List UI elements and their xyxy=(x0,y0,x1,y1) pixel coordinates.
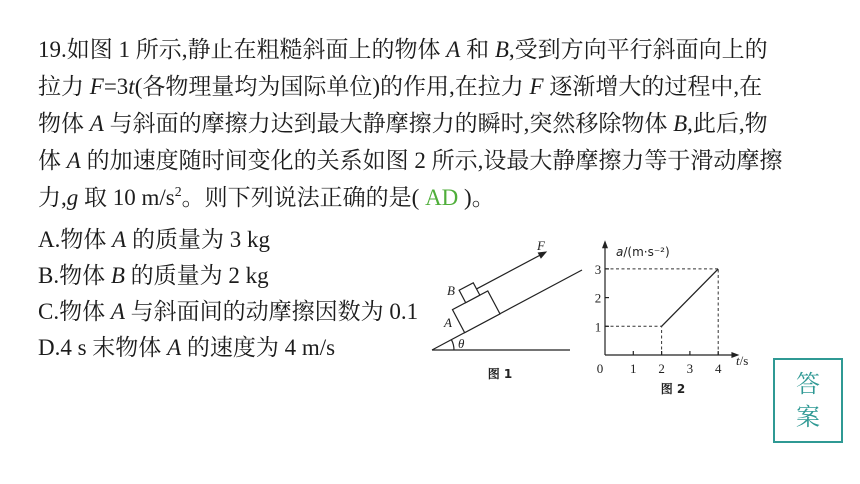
x-tick-label: 4 xyxy=(714,361,722,376)
text-segment: 和 xyxy=(460,37,495,62)
y-axis-variable: a xyxy=(616,245,624,259)
force-label: F xyxy=(537,238,545,253)
figure-1-caption: 图 1 xyxy=(487,367,513,381)
question-line-3 xyxy=(38,105,782,142)
option-suffix: 的速度为 4 m/s xyxy=(181,335,336,360)
x-axis-label xyxy=(736,353,748,368)
figure-2-chart xyxy=(595,240,740,376)
text-segment: 与斜面的摩擦力达到最大静摩擦力的瞬时,突然移除物体 xyxy=(103,111,674,136)
question-line-5 xyxy=(38,179,782,216)
text-segment: 体 xyxy=(38,148,67,173)
variable: A xyxy=(167,335,182,360)
variable: B xyxy=(110,263,125,288)
variable: A xyxy=(110,299,125,324)
option-c xyxy=(38,294,418,330)
variable: B xyxy=(494,37,509,62)
block-b-label: B xyxy=(447,283,455,298)
variable: A xyxy=(89,111,104,136)
block-a-label: A xyxy=(444,315,452,330)
option-list xyxy=(38,222,418,366)
variable: A xyxy=(66,148,81,173)
option-d xyxy=(38,330,418,366)
variable: g xyxy=(66,185,79,210)
option-a xyxy=(38,222,418,258)
text-segment: (各物理量均为国际单位)的作用,在拉力 xyxy=(134,74,530,99)
figure-2-caption: 图 2 xyxy=(660,382,686,396)
question-text xyxy=(38,31,782,216)
x-tick-label: 0 xyxy=(596,361,604,376)
answer-button-char: 案 xyxy=(796,402,820,431)
question-line-2 xyxy=(38,68,782,105)
data-line xyxy=(662,269,719,326)
angle-label: θ xyxy=(458,336,465,351)
x-axis-variable: t xyxy=(736,353,740,368)
text-segment: 拉力 xyxy=(38,74,90,99)
variable: F xyxy=(89,74,104,99)
variable: t xyxy=(128,74,135,99)
option-prefix: D.4 s 末物体 xyxy=(38,335,168,360)
text-segment: 取 10 m/s xyxy=(78,185,175,210)
answer-button-char: 答 xyxy=(796,369,820,398)
text-segment: ,受到方向平行斜面向上的 xyxy=(508,37,768,62)
x-tick-label: 1 xyxy=(630,361,637,376)
option-prefix: A.物体 xyxy=(38,227,113,252)
text-segment: )。 xyxy=(464,185,495,210)
variable: B xyxy=(673,111,688,136)
text-segment: =3 xyxy=(103,74,129,99)
blocks-group xyxy=(446,245,563,332)
text-segment: 。则下列说法正确的是( xyxy=(181,185,420,210)
figures xyxy=(420,230,760,402)
text-segment: 物体 xyxy=(38,111,90,136)
force-arrow-line xyxy=(477,252,546,289)
y-tick-label: 3 xyxy=(594,261,602,277)
superscript: 2 xyxy=(174,184,182,200)
figure-1-incline xyxy=(432,238,582,381)
variable: A xyxy=(446,37,461,62)
text-segment: 19.如图 1 所示,静止在粗糙斜面上的物体 xyxy=(38,37,447,62)
option-b xyxy=(38,258,418,294)
option-prefix: C.物体 xyxy=(38,299,111,324)
y-axis-label xyxy=(616,245,670,259)
y-axis-unit: /(m·s⁻²) xyxy=(623,245,670,259)
option-suffix: 的质量为 3 kg xyxy=(126,227,270,252)
answer-text: AD xyxy=(419,185,465,210)
variable: F xyxy=(529,74,544,99)
text-segment: ,此后,物 xyxy=(687,111,768,136)
text-segment: 力, xyxy=(38,185,67,210)
option-suffix: 的质量为 2 kg xyxy=(124,263,269,288)
show-answer-button[interactable] xyxy=(773,358,843,443)
text-segment: 的加速度随时间变化的关系如图 2 所示,设最大静摩擦力等于滑动摩擦 xyxy=(80,148,783,173)
option-prefix: B.物体 xyxy=(38,263,111,288)
y-tick-label: 2 xyxy=(594,290,602,306)
option-suffix: 与斜面间的动摩擦因数为 0.1 xyxy=(124,299,419,324)
x-axis-unit: /s xyxy=(739,353,749,368)
y-tick-label: 1 xyxy=(594,319,602,335)
angle-arc xyxy=(451,340,454,350)
question-line-1 xyxy=(38,31,782,68)
text-segment: 逐渐增大的过程中,在 xyxy=(543,74,763,99)
x-tick-label: 2 xyxy=(658,361,665,376)
question-line-4 xyxy=(38,142,782,179)
variable: A xyxy=(112,227,127,252)
y-axis-arrowhead xyxy=(602,240,608,248)
x-tick-label: 3 xyxy=(686,361,694,376)
